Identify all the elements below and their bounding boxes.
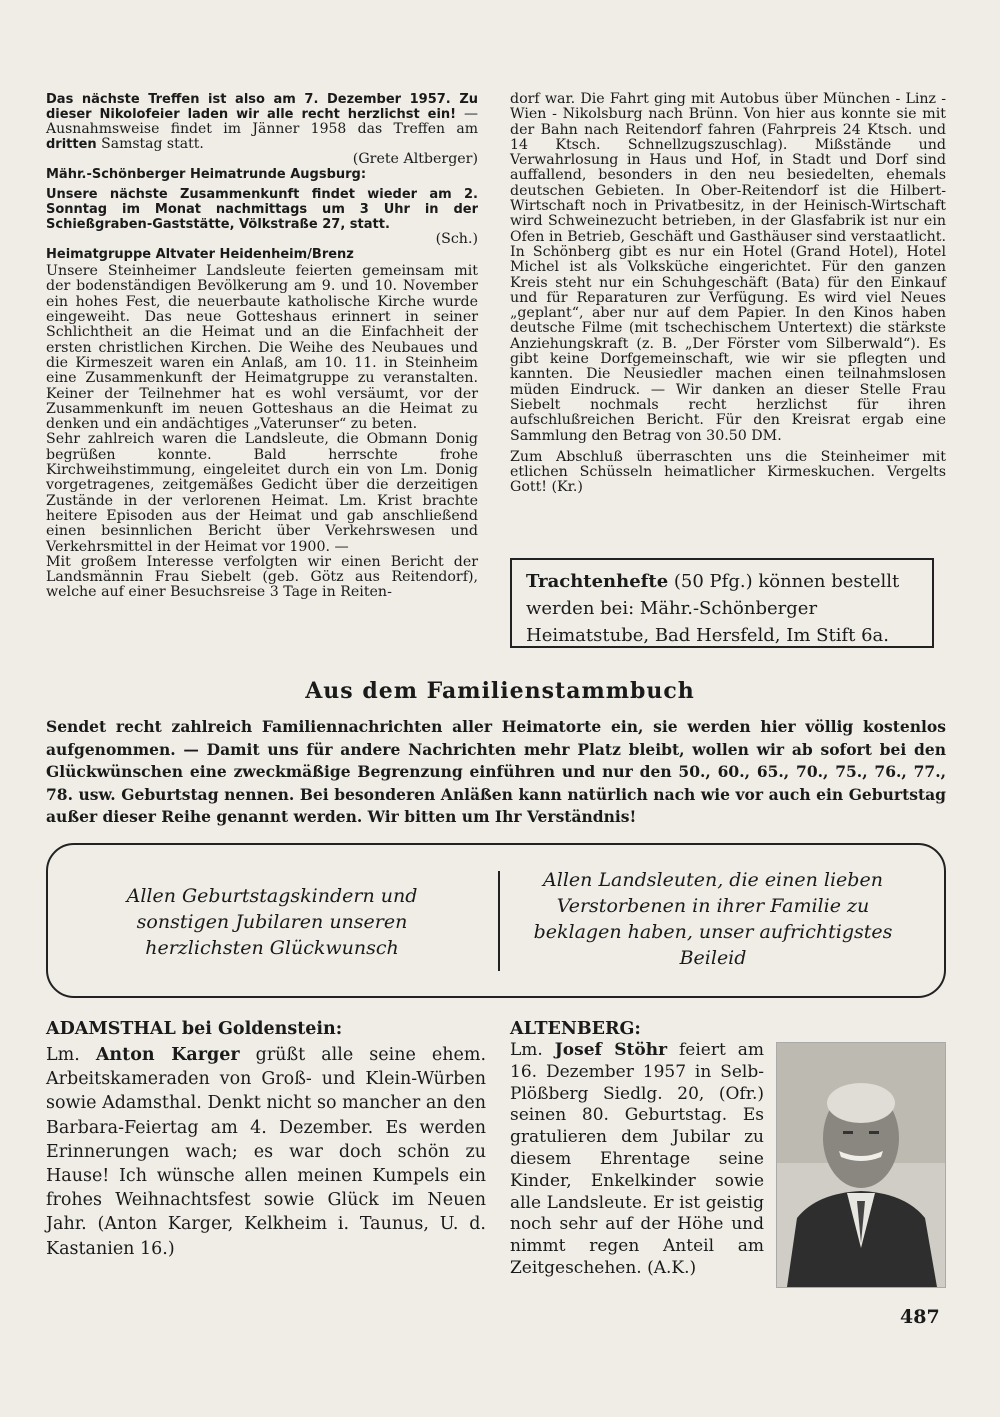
augsburg-text: Unsere nächste Zusammenkunft findet wieder am 2. Sonntag im Monat nachmittags um 3 Uhr in der Schießgraben-Gaststätte, Völkstraße 27, statt. <box>46 186 478 232</box>
heidenheim-paragraph-1: Unsere Steinheimer Landsleute feierten gemeinsam mit der bodenständigen Bevölkerung am 9. und 10. November ein hohes Fest, die neuerbaute katholische Kirche wurde eingeweiht. Das neue Gotteshaus erinnert in seiner Schlichtheit an die Heimat und an die Einfachheit der ersten christlichen Kirchen. Die Weihe des Neubaues und die Kirmeszeit waren ein Anlaß, am 10. 11. in Steinheim eine Zusammenkunft der Heimatgruppe zu veranstalten. Keiner der Teilnehmer hat es wohl versäumt, vor der Zusammenkunft im neuen Gotteshaus an die Heimat zu denken und ein andächtiges „Vaterunser“ zu beten. <box>46 263 478 433</box>
intro-end: Samstag statt. <box>96 136 204 152</box>
notice-text: (50 Pfg.) können bestellt werden bei: Mähr.-Schönberger Heimatstube, Bad Hersfeld, Im Stift 6a. <box>526 571 900 646</box>
intro-paragraph <box>46 92 478 152</box>
greeting-box <box>46 843 946 998</box>
heidenheim-paragraph-2: Sehr zahlreich waren die Landsleute, die Obmann Donig begrüßen konnte. Bald herrschte frohe Kirchweihstimmung, eingeleitet durch ein von Lm. Donig vorgetragenes, zeitgemäßes Gedicht über die derzeitigen Zustände in der verlorenen Heimat. Lm. Krist brachte heitere Episoden aus der Heimat und gab anschließend einen besinnlichen Bericht über Verkehrswesen und Verkehrsmittel in der Heimat vor 1900. — <box>46 431 478 555</box>
family-section-title: Aus dem Familienstammbuch <box>305 678 695 704</box>
adamsthal-text <box>46 1043 486 1261</box>
altenberg-body: feiert am 16. Dezember 1957 in Selb-Plößberg Siedlg. 20, (Ofr.) seinen 80. Geburtstag. Es gratulieren dem Jubilar zu diesem Ehrentage seine Kinder, Enkelkinder sowie alle Landsleute. Er ist geistig noch sehr auf der Höhe und nimmt regen Anteil am Zeitgeschehen. (A.K.) <box>510 1040 764 1278</box>
adamsthal-name: Anton Karger <box>95 1045 240 1065</box>
intro-rest: — Ausnahmsweise findet im Jänner 1958 das Treffen am <box>46 106 478 137</box>
intro-bold2: dritten <box>46 137 97 152</box>
portrait-icon <box>777 1043 945 1287</box>
intro-bold: Das nächste Treffen ist also am 7. Dezember 1957. Zu dieser Nikolofeier laden wir alle recht herzlichst ein! <box>46 92 478 122</box>
signature-altberger: (Grete Altberger) <box>352 151 478 167</box>
altenberg-heading: ALTENBERG: <box>510 1019 641 1039</box>
altenberg-text <box>510 1040 764 1280</box>
left-column <box>46 92 478 601</box>
portrait-photo <box>776 1042 946 1288</box>
page-number: 487 <box>900 1306 940 1328</box>
notice-bold: Trachtenhefte <box>526 571 669 592</box>
adamsthal-lm: Lm. <box>46 1045 96 1065</box>
greeting-condolence: Allen Landsleuten, die einen lieben Verstorbenen in ihrer Familie zu beklagen haben, unser aufrichtigstes Beileid <box>533 869 893 969</box>
signature-sch: (Sch.) <box>435 230 478 247</box>
adamsthal-entry <box>46 1018 486 1261</box>
greeting-birthday: Allen Geburtstagskindern und sonstigen Jubilaren unseren herzlichsten Glückwunsch <box>126 885 418 959</box>
heidenheim-heading: Heimatgruppe Altvater Heidenheim/Brenz <box>46 246 354 262</box>
report-paragraph-2: Zum Abschluß überraschten uns die Steinheimer mit etlichen Schüsseln heimatlicher Kirmeskuchen. Vergelts Gott! (Kr.) <box>510 448 946 496</box>
right-column <box>510 92 946 496</box>
heidenheim-paragraph-3: Mit großem Interesse verfolgten wir einen Bericht der Landsmännin Frau Siebelt (geb. Götz aus Reitendorf), welche auf einer Besuchsreise 3 Tage in Reiten- <box>46 553 478 601</box>
altenberg-entry <box>510 1018 764 1280</box>
trachtenhefte-notice <box>510 558 934 648</box>
report-paragraph-1: dorf war. Die Fahrt ging mit Autobus über München - Linz - Wien - Nikolsburg nach Brünn. Von hier aus konnte sie mit der Bahn nach Reitendorf fahren (Fahrpreis 24 Ktsch. und 14 Ktsch. Schnellzugszuschlag). Mißstände und Verwahrlosung in Haus und Hof, in Stadt und Dorf sind auffallend, besonders in den neu besiedelten, ehemals deutschen Gebieten. In Ober-Reitendorf ist die Hilbert-Wirtschaft noch in Privatbesitz, in der Heinisch-Wirtschaft wird Schweinezucht betrieben, in der Glasfabrik ist nur ein Ofen in Betrieb, Geschäft und Gasthäuser sind verstaatlicht. In Schönberg gibt es nur ein Hotel (Grand Hotel), Hotel Michel ist als Volksküche eingerichtet. Für den ganzen Kreis steht nur ein Schuhgeschäft (Bata) für den Einkauf und für Reparaturen zur Verfügung. Es wird viel Neues „geplant“, aber nur auf dem Papier. In den Kinos haben deutsche Filme (mit tschechischem Untertext) die stärkste Anziehungskraft (z. B. „Der Förster vom Silberwald“). Es gibt keine Dorfgemeinschaft, wie wir sie pflegten und kannten. Die Neusiedler machen einen teilnahmslosen müden Eindruck. — Wir danken an dieser Stelle Frau Siebelt nochmals recht herzlichst für ihren aufschlußreichen Bericht. Für den Kreisrat ergab eine Sammlung den Betrag von 30.50 DM. <box>510 91 946 444</box>
altenberg-lm: Lm. <box>510 1040 555 1060</box>
greeting-divider <box>498 871 500 971</box>
adamsthal-body: grüßt alle seine ehem. Arbeitskameraden von Groß- und Klein-Würben sowie Adamsthal. Denkt nicht so mancher an den Barbara-Feiertag am 4. Dezember. Es werden Erinnerungen wach; es war doch schön zu Hause! Ich wünsche allen meinen Kumpels ein frohes Weihnachtsfest sowie Glück im Neuen Jahr. (Anton Karger, Kelkheim i. Taunus, U. d. Kastanien 16.) <box>46 1045 487 1259</box>
family-section-intro: Sendet recht zahlreich Familiennachrichten aller Heimatorte ein, sie werden hier völlig kostenlos aufgenommen. — Damit uns für andere Nachrichten mehr Platz bleibt, wollen wir ab sofort bei den Glückwünschen eine zweckmäßige Begrenzung einführen und nur den 50., 60., 65., 70., 75., 76., 77., 78. usw. Geburtstag nennen. Bei besonderen Anläßen kann natürlich nach wie vor auch ein Geburtstag außer dieser Reihe genannt werden. Wir bitten um Ihr Verständnis! <box>46 717 946 826</box>
altenberg-name: Josef Stöhr <box>554 1040 668 1060</box>
adamsthal-heading: ADAMSTHAL bei Goldenstein: <box>46 1019 343 1039</box>
augsburg-heading: Mähr.-Schönberger Heimatrunde Augsburg: <box>46 167 367 183</box>
